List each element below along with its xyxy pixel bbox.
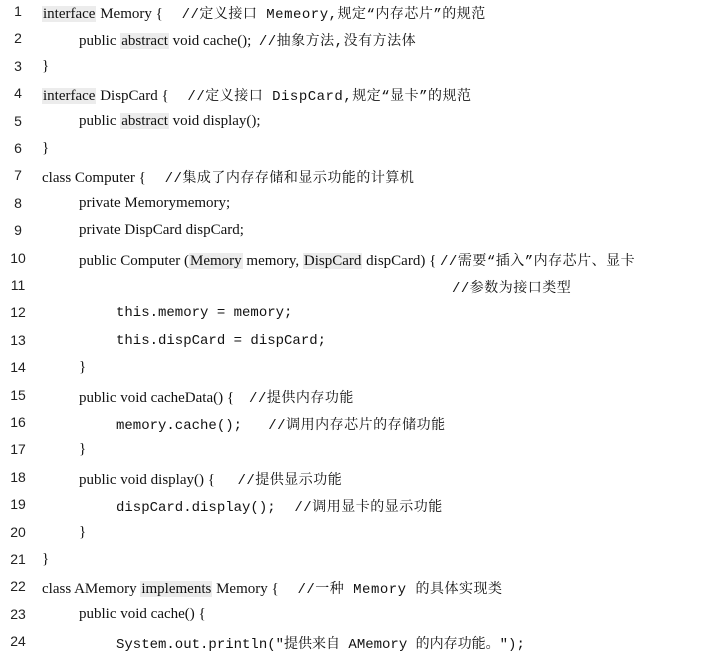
code-line [0, 603, 708, 630]
code-text [42, 551, 49, 568]
code-token: } [42, 57, 50, 74]
line-number: 5 [14, 112, 22, 129]
code-token: dispCard.display(); [116, 500, 276, 517]
line-number: 1 [14, 3, 22, 19]
code-line [0, 411, 708, 438]
code-token: memory, [242, 252, 303, 269]
highlighted-keyword: abstract [121, 33, 168, 50]
code-token [242, 417, 268, 433]
code-comment: //定义接口 Memeory,规定“内存芯片”的规范 [181, 7, 486, 23]
code-text [42, 140, 49, 157]
code-text [79, 195, 230, 212]
code-token: } [79, 441, 87, 458]
code-comment: //调用显卡的显示功能 [294, 500, 443, 517]
code-token: } [42, 140, 50, 156]
code-text [42, 578, 502, 598]
code-comment: //一种 Memory 的具体实现类 [297, 582, 503, 599]
code-token: public void cacheData() { [79, 389, 250, 406]
code-line [0, 301, 708, 328]
code-comment: //抽象方法,没有方法体 [258, 34, 417, 51]
line-number: 20 [10, 523, 26, 540]
highlighted-keyword: implements [141, 581, 212, 598]
code-token [276, 499, 295, 515]
code-comment: //参数为接口类型 [452, 281, 572, 297]
code-text [79, 606, 206, 623]
code-token: this.dispCard = dispCard; [116, 332, 327, 349]
code-line [0, 630, 708, 657]
code-text [116, 332, 326, 349]
code-token: } [42, 551, 50, 567]
line-number: 9 [14, 222, 22, 239]
line-number: 15 [10, 386, 26, 403]
code-text [79, 222, 244, 239]
highlighted-keyword: Memory [189, 252, 242, 269]
code-token: private Memorymemory; [79, 194, 231, 211]
line-number: 21 [10, 551, 26, 567]
line-number: 11 [10, 277, 26, 293]
code-line [0, 521, 708, 548]
line-number: 4 [14, 85, 22, 102]
code-text [452, 277, 571, 297]
line-number: 16 [10, 414, 26, 430]
code-line [0, 27, 708, 54]
code-text [79, 30, 416, 50]
code-text [116, 414, 446, 434]
code-token: private DispCard dispCard; [79, 222, 244, 239]
highlighted-keyword: abstract [121, 112, 168, 129]
code-token: public void display() { [79, 471, 238, 488]
line-number: 7 [14, 167, 22, 184]
line-number: 18 [10, 468, 26, 485]
code-token: public void cache() { [79, 605, 206, 622]
line-number: 3 [14, 57, 22, 74]
code-line [0, 575, 708, 602]
line-number: 23 [10, 605, 26, 622]
line-number: 19 [10, 496, 26, 513]
code-token: System.out.println("提供来自 AMemory 的内存功能。"); [116, 637, 525, 654]
code-token: void display(); [168, 112, 261, 129]
code-comment: //集成了内存存储和显示功能的计算机 [164, 171, 415, 188]
code-token: } [79, 359, 87, 376]
code-line [0, 466, 708, 493]
code-line [0, 164, 708, 191]
code-text [79, 469, 342, 489]
highlighted-keyword: DispCard [303, 252, 362, 269]
code-comment: //需要“插入”内存芯片、显卡 [440, 253, 636, 270]
code-line [0, 219, 708, 246]
code-line [0, 137, 708, 164]
line-number: 8 [14, 194, 22, 211]
code-text [116, 304, 292, 321]
code-token: DispCard { [96, 88, 188, 105]
code-text [42, 58, 49, 75]
line-number: 17 [10, 441, 26, 458]
code-line [0, 55, 708, 82]
code-token: dispCard) { [362, 252, 441, 269]
code-text [42, 167, 414, 187]
code-line [0, 110, 708, 137]
code-text [79, 441, 86, 458]
code-text [79, 113, 261, 130]
line-number: 24 [10, 633, 26, 650]
code-text [79, 250, 635, 270]
code-comment: //提供显示功能 [237, 472, 343, 489]
code-line [0, 548, 708, 575]
code-comment: //提供内存功能 [249, 390, 354, 407]
code-token: } [79, 523, 87, 540]
code-comment: //定义接口 DispCard,规定“显卡”的规范 [187, 89, 472, 106]
code-line [0, 356, 708, 383]
code-token: void cache(); [168, 33, 259, 50]
line-number: 13 [10, 331, 26, 348]
code-text [79, 524, 86, 541]
highlighted-keyword: interface [43, 6, 96, 22]
code-text [79, 359, 86, 376]
code-line [0, 329, 708, 356]
line-number: 6 [14, 140, 22, 156]
code-token: public [79, 33, 121, 50]
code-line [0, 0, 708, 27]
code-token: memory.cache(); [116, 418, 243, 434]
code-line [0, 82, 708, 109]
code-text [116, 496, 443, 516]
line-number: 2 [14, 30, 22, 47]
code-line [0, 384, 708, 411]
code-text [116, 633, 525, 653]
code-token: class AMemory [42, 581, 141, 598]
highlighted-keyword: interface [43, 88, 96, 105]
code-line [0, 247, 708, 274]
code-line [0, 493, 708, 520]
code-token: this.memory = memory; [116, 305, 293, 322]
line-number: 22 [10, 578, 26, 595]
line-number: 14 [10, 359, 26, 376]
code-token: class Computer { [42, 170, 165, 187]
line-number: 12 [10, 304, 26, 321]
code-token: Memory { [96, 6, 182, 22]
code-token: public [79, 112, 121, 129]
code-line [0, 438, 708, 465]
code-text [42, 3, 486, 23]
code-line [0, 192, 708, 219]
code-comment: //调用内存芯片的存储功能 [268, 418, 446, 434]
code-text [42, 85, 472, 105]
code-token: public Computer ( [79, 252, 189, 269]
code-token: Memory { [212, 581, 298, 598]
code-line [0, 274, 708, 301]
code-text [79, 387, 354, 407]
line-number: 10 [10, 249, 26, 266]
